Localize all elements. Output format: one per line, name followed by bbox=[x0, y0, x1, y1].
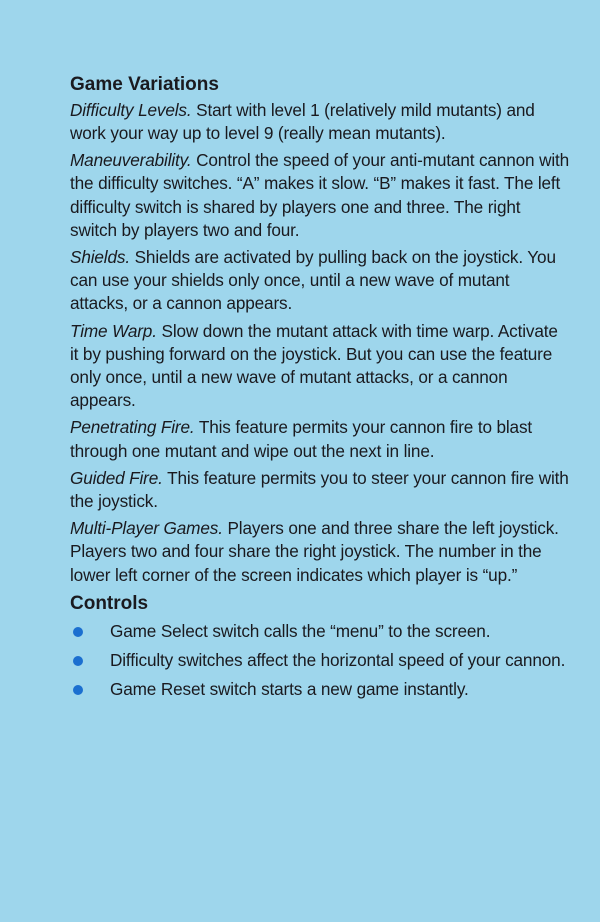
variation-text: Slow down the mutant attack with time warp. Activate it by pushing forward on the joystick. But you can use the feature only once, until a new wave of mutant attacks, or a cannon appears. bbox=[70, 320, 558, 411]
variation-penetrating-fire bbox=[70, 416, 570, 462]
list-item bbox=[70, 620, 570, 643]
variation-multi-player-games bbox=[70, 517, 570, 587]
bullet-icon bbox=[73, 685, 83, 695]
list-item bbox=[70, 678, 570, 701]
controls-list bbox=[70, 620, 570, 702]
list-item bbox=[70, 649, 570, 672]
variation-title: Time Warp. bbox=[70, 320, 157, 341]
variation-text: This feature permits your cannon fire to blast through one mutant and wipe out the next in line. bbox=[70, 417, 533, 461]
variation-text: Players one and three share the left joystick. Players two and four share the right joystick. The number in the lower left corner of the screen indicates which player is “up.” bbox=[70, 518, 559, 585]
variation-title: Shields. bbox=[70, 247, 130, 268]
variation-difficulty-levels bbox=[70, 99, 570, 145]
variation-text: Shields are activated by pulling back on the joystick. You can use your shields only once, until a new wave of mutant attacks, or a cannon appears. bbox=[70, 247, 556, 314]
variation-time-warp bbox=[70, 320, 570, 413]
variation-text: This feature permits you to steer your cannon fire with the joystick. bbox=[70, 467, 569, 512]
control-text: Difficulty switches affect the horizontal speed of your cannon. bbox=[110, 649, 566, 670]
variation-title: Penetrating Fire. bbox=[70, 417, 195, 438]
manual-page bbox=[70, 74, 570, 707]
variation-maneuverability bbox=[70, 149, 570, 242]
variation-text: Start with level 1 (relatively mild mutants) and work your way up to level 9 (really mean mutants). bbox=[70, 99, 535, 143]
variation-title: Maneuverability. bbox=[70, 150, 192, 171]
control-text: Game Select switch calls the “menu” to the screen. bbox=[110, 620, 491, 641]
controls-heading: Controls bbox=[70, 592, 149, 614]
control-text: Game Reset switch starts a new game instantly. bbox=[110, 679, 469, 700]
bullet-icon bbox=[73, 627, 83, 637]
bullet-icon bbox=[73, 656, 83, 666]
game-variations-heading: Game Variations bbox=[70, 74, 219, 95]
variation-title: Difficulty Levels. bbox=[70, 99, 192, 120]
variation-text: Control the speed of your anti-mutant cannon with the difficulty switches. “A” makes it slow. “B” makes it fast. The left difficulty switch is shared by players one and three. The right switch by players two and four. bbox=[70, 150, 570, 240]
variation-title: Multi-Player Games. bbox=[70, 518, 223, 539]
variation-shields bbox=[70, 246, 570, 316]
variation-guided-fire bbox=[70, 467, 570, 513]
variation-title: Guided Fire. bbox=[70, 467, 163, 488]
